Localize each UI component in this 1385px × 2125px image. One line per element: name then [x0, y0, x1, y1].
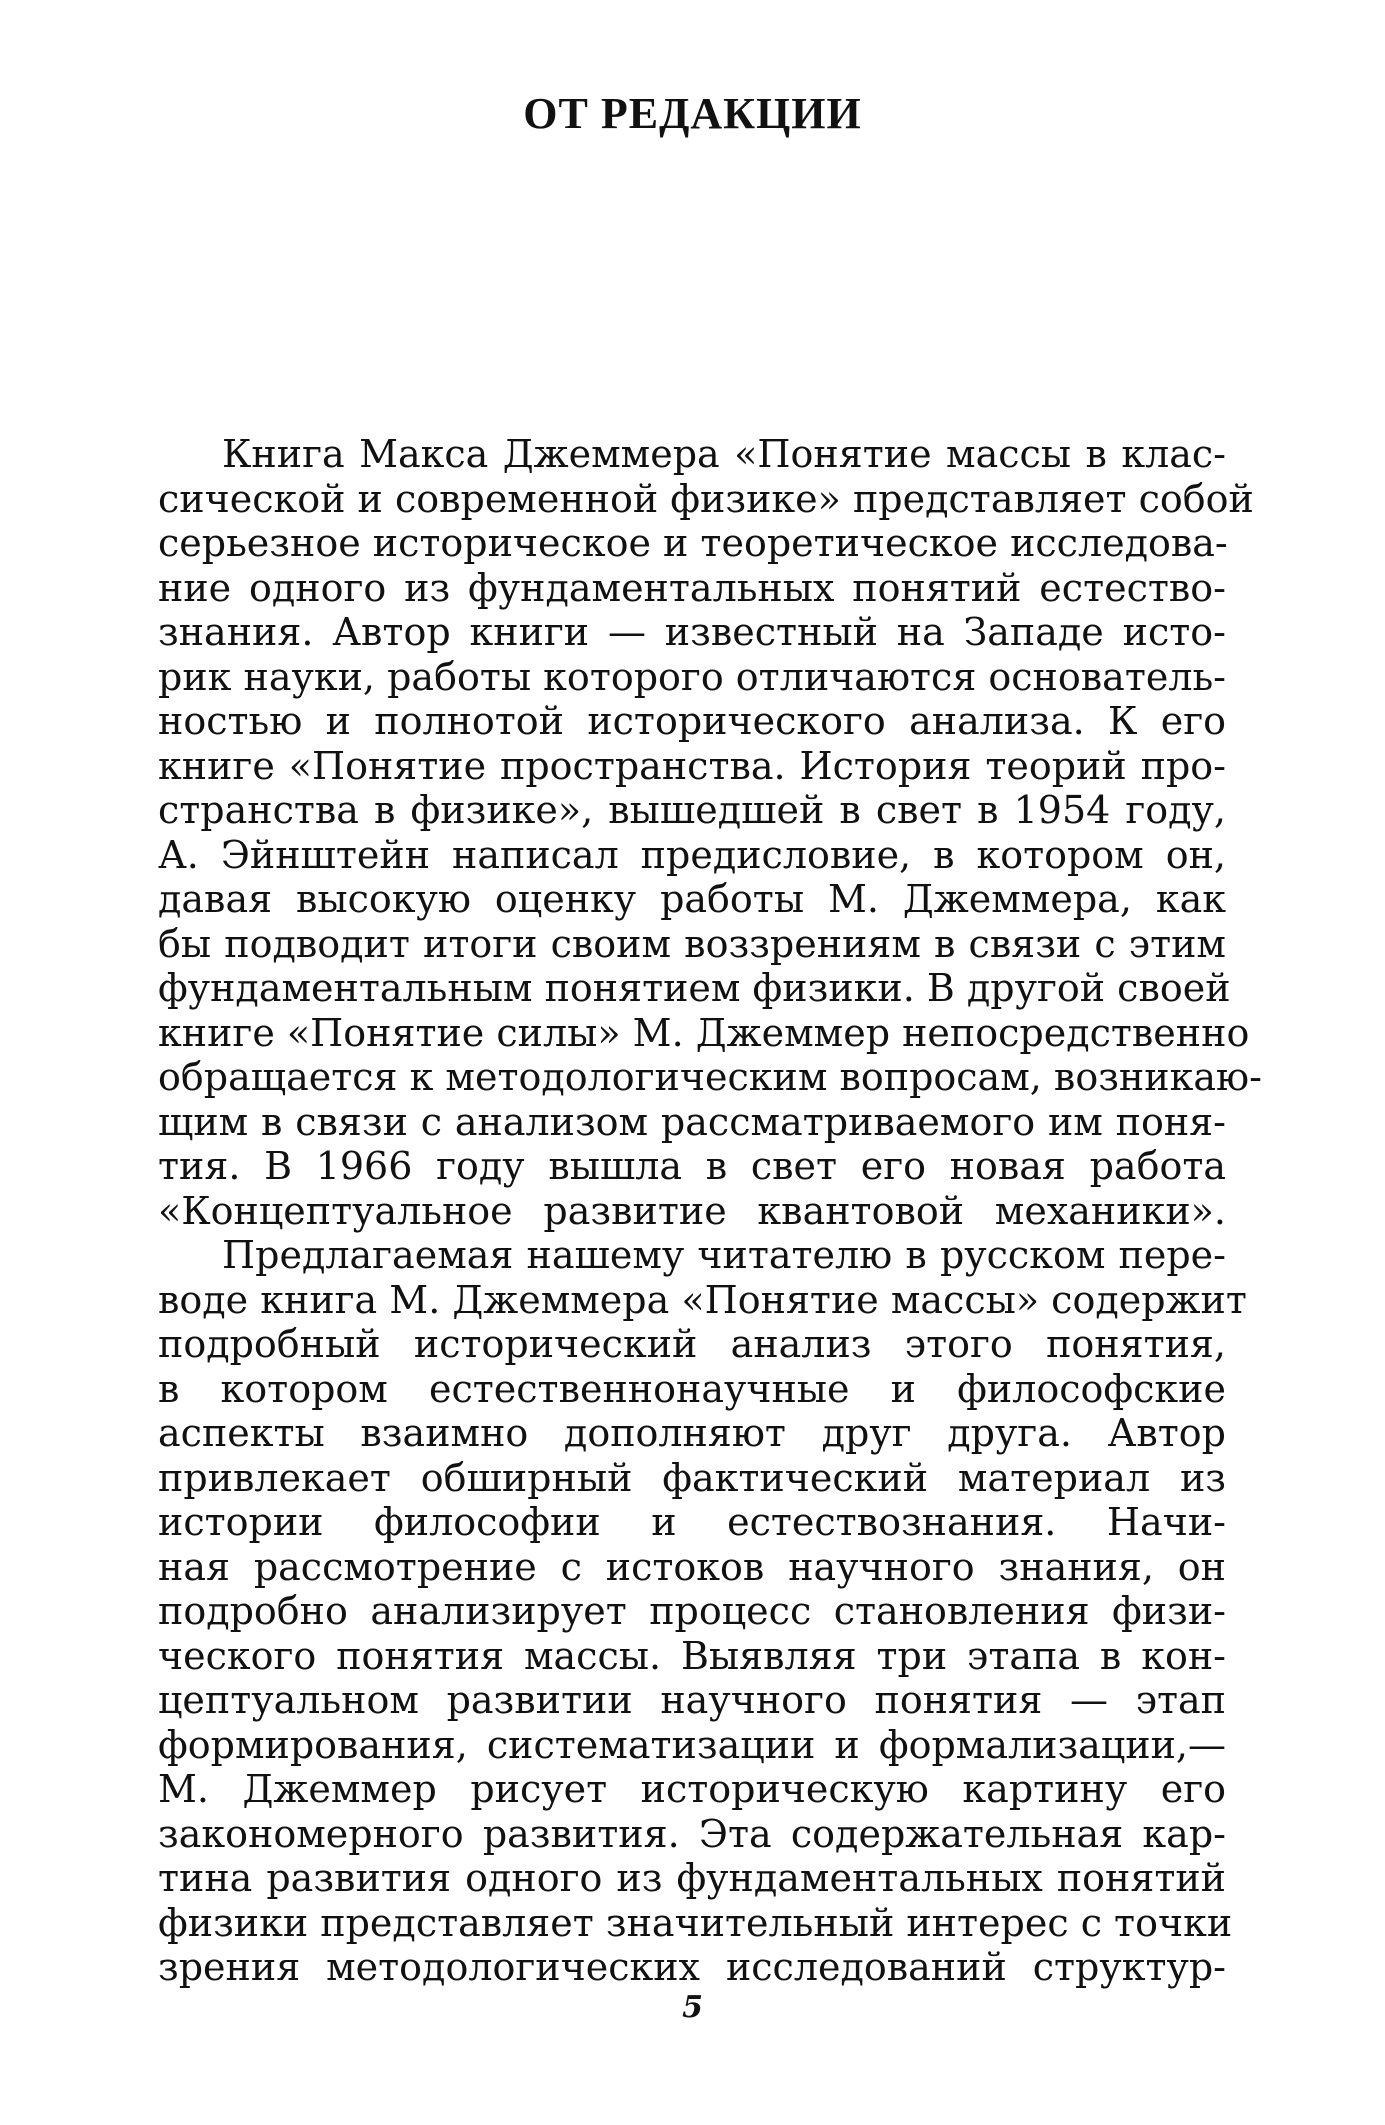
- text-line: знания. Автор книги — известный на Западе исто-: [158, 610, 1226, 654]
- text-line: подробно анализирует процесс становления физи-: [158, 1589, 1226, 1633]
- text-line: давая высокую оценку работы М. Джеммера, как: [158, 877, 1226, 921]
- text-line: привлекает обширный фактический материал из: [158, 1455, 1226, 1500]
- text-line: тина развития одного из фундаментальных понятий: [158, 1856, 1226, 1900]
- text-line: ностью и полнотой исторического анализа. К его: [158, 699, 1226, 743]
- text-line: странства в физике», вышедшей в свет в 1954 году,: [158, 788, 1226, 832]
- text-line: ческого понятия массы. Выявляя три этапа в кон-: [158, 1633, 1226, 1678]
- text-line: сической и современной физике» представляет собой: [158, 476, 1254, 521]
- text-line: щим в связи с анализом рассматриваемого им поня-: [158, 1099, 1226, 1144]
- text-line: М. Джеммер рисует историческую картину его: [158, 1767, 1226, 1811]
- page-number: 5: [682, 1990, 703, 2025]
- text-line: книге «Понятие силы» М. Джеммер непосредственно: [158, 1010, 1250, 1055]
- text-line: истории философии и естествознания. Начи-: [158, 1500, 1226, 1544]
- text-line: аспекты взаимно дополняют друг друга. Автор: [158, 1411, 1226, 1455]
- paragraph-1: [158, 432, 1262, 1233]
- text-line: формирования, систематизации и формализации,—: [158, 1722, 1226, 1767]
- text-line: книге «Понятие пространства. История теорий про-: [158, 743, 1226, 788]
- text-line: ние одного из фундаментальных понятий естество-: [158, 565, 1226, 610]
- body-text: [158, 432, 1262, 1990]
- paragraph-2: [158, 1233, 1247, 1990]
- text-line: цептуальном развитии научного понятия — этап: [158, 1678, 1226, 1722]
- text-line: ная рассмотрение с истоков научного знания, он: [158, 1544, 1226, 1589]
- text-line: бы подводит итоги своим воззрениям в связи с этим: [158, 921, 1226, 966]
- text-line: фундаментальным понятием физики. В другой своей: [158, 966, 1231, 1010]
- text-line: воде книга М. Джеммера «Понятие массы» содержит: [158, 1277, 1247, 1322]
- text-line: Предлагаемая нашему читателю в русском пере-: [222, 1233, 1226, 1277]
- text-line: А. Эйнштейн написал предисловие, в котором он,: [158, 832, 1226, 877]
- text-line: в котором естественнонаучные и философские: [158, 1366, 1226, 1411]
- page-title: ОТ РЕДАКЦИИ: [523, 89, 862, 138]
- text-line: закономерного развития. Эта содержательная кар-: [158, 1811, 1226, 1856]
- text-line: Книга Макса Джеммера «Понятие массы в клас-: [222, 432, 1226, 476]
- text-line: обращается к методологическим вопросам, возникаю-: [158, 1055, 1262, 1099]
- text-line: подробный исторический анализ этого понятия,: [158, 1322, 1226, 1366]
- text-line: рик науки, работы которого отличаются основатель-: [158, 654, 1226, 699]
- text-line: серьезное историческое и теоретическое исследова-: [158, 521, 1228, 565]
- text-line: тия. В 1966 году вышла в свет его новая работа: [158, 1144, 1226, 1188]
- text-line: зрения методологических исследований структур-: [158, 1945, 1226, 1989]
- text-line: физики представляет значительный интерес с точки: [158, 1900, 1233, 1945]
- text-line: «Концептуальное развитие квантовой механики».: [158, 1188, 1226, 1233]
